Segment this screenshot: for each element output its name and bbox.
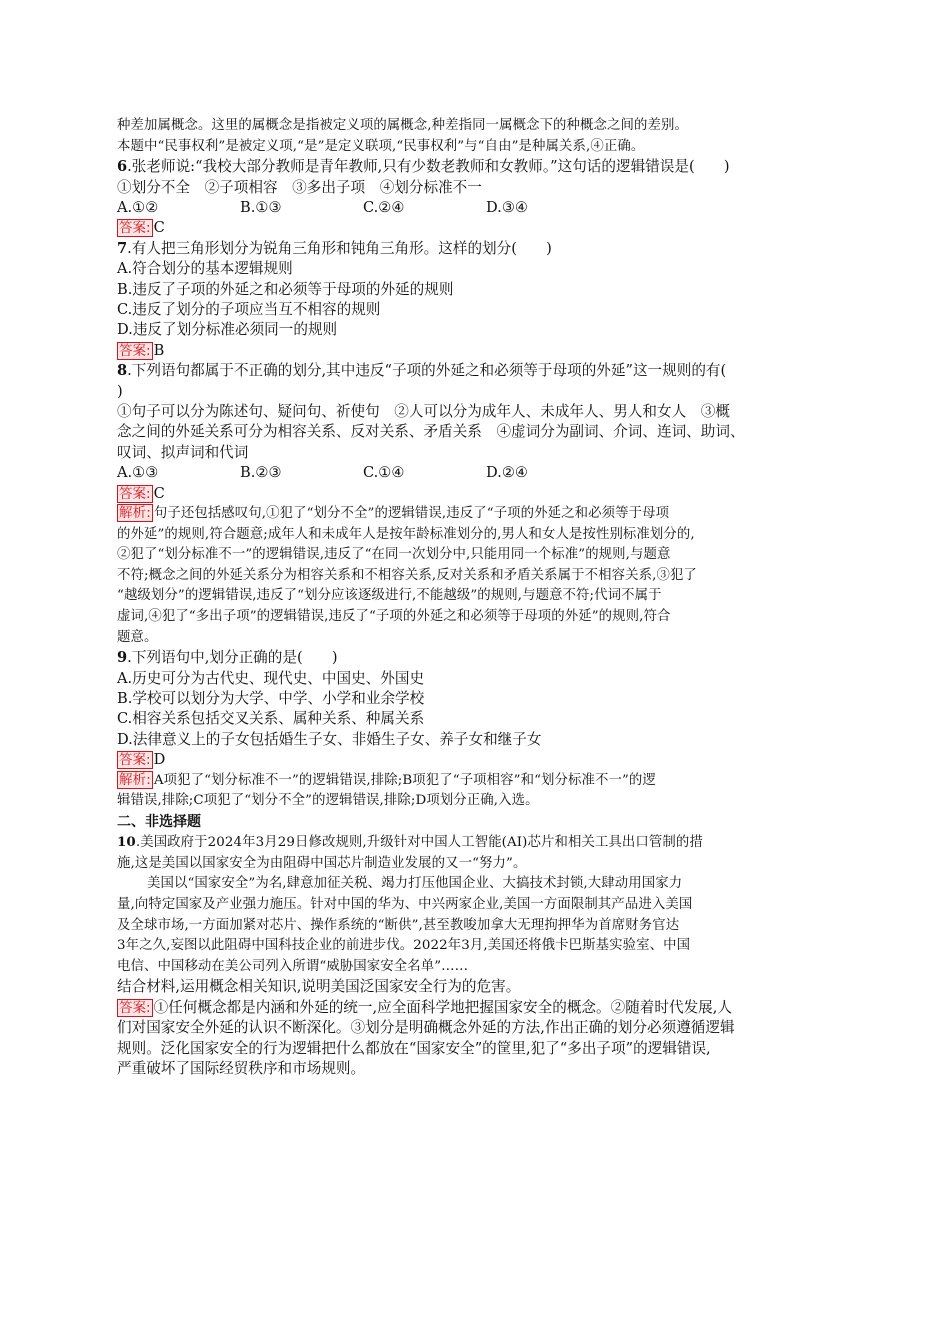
question-8-stem-cont: ) <box>117 382 123 400</box>
option-c: C.①④ <box>363 464 405 482</box>
question-10-intro: 10.美国政府于2024年3月29日修改规则,升级针对中国人工智能(AI)芯片和相关工具出口管制的措 <box>117 834 703 851</box>
analysis-line: ②犯了“划分标准不一”的逻辑错误,违反了“在同一次划分中,只能用同一个标准”的规则,与题意 <box>117 547 671 563</box>
answer-tag: 答案: <box>119 999 151 1016</box>
answer-line: 规则。泛化国家安全的行为逻辑把什么都放在“国家安全”的筐里,犯了“多出子项”的逻辑错误, <box>117 1039 711 1057</box>
question-7-stem: 7.有人把三角形划分为锐角三角形和钝角三角形。这样的划分( ) <box>117 239 552 257</box>
option-a: A.①③ <box>117 464 159 482</box>
question-10-intro-cont: 施,这是美国以国家安全为由阻碍中国芯片制造业发展的又一“努力”。 <box>117 855 527 871</box>
question-8-answer: 答案: C <box>119 484 165 502</box>
question-6-options <box>117 198 833 218</box>
question-9-analysis: 解析: A项犯了“划分标准不一”的逻辑错误,排除;B项犯了“子项相容”和“划分标准不一”的逻 <box>119 771 656 788</box>
question-6-answer: 答案: C <box>119 219 165 237</box>
answer-tag: 答案: <box>119 220 151 237</box>
answer-tag: 答案: <box>119 485 151 502</box>
question-10-answer: 答案: ①任何概念都是内涵和外延的统一,应全面科学地把握国家安全的概念。②随着时代发展,人 <box>119 998 733 1016</box>
question-8-stem: 8.下列语句都属于不正确的划分,其中违反“子项的外延之和必须等于母项的外延”这一规则的有( <box>117 362 727 380</box>
prev-explanation-line: 本题中“民事权利”是被定义项,“是”是定义联项,“民事权利”与“自由”是种属关系,④正确。 <box>117 138 645 154</box>
option-a: A.历史可分为古代史、现代史、中国史、外国史 <box>117 669 425 687</box>
option-a: A.①② <box>117 199 159 216</box>
material-line: 量,向特定国家及产业强力施压。针对中国的华为、中兴两家企业,美国一方面限制其产品进入美国 <box>117 897 693 913</box>
option-b: B.①③ <box>240 199 282 216</box>
analysis-line: 不符;概念之间的外延关系分为相容关系和不相容关系,反对关系和矛盾关系属于不相容关系,③犯了 <box>117 567 697 583</box>
analysis-line: 的外延”的规则,符合题意;成年人和未成年人是按年龄标准划分的,男人和女人是按性别标准划分的, <box>117 526 695 542</box>
analysis-line: “越级划分”的逻辑错误,违反了“划分应该逐级进行,不能越级”的规则,与题意不符;代词不属于 <box>117 588 662 604</box>
answer-line: 严重破坏了国际经贸秩序和市场规则。 <box>117 1060 366 1078</box>
question-9-answer: 答案: D <box>119 751 166 769</box>
option-c: C.违反了划分的子项应当互不相容的规则 <box>117 301 381 319</box>
analysis-tag: 解析: <box>119 505 151 522</box>
material-line: 及全球市场,一方面加紧对芯片、操作系统的“断供”,甚至教唆加拿大无理拘押华为首席财务官达 <box>117 917 680 933</box>
question-6-stem: 6.张老师说:“我校大部分教师是青年教师,只有少数老教师和女教师。”这句话的逻辑错误是( ) <box>117 158 730 176</box>
question-6-items: ①划分不全 ②子项相容 ③多出子项 ④划分标准不一 <box>117 178 482 196</box>
option-c: C.②④ <box>363 199 405 216</box>
question-8-options <box>117 463 833 483</box>
material-line: 美国以“国家安全”为名,肆意加征关税、竭力打压他国企业、大搞技术封锁,大肆动用国家力 <box>147 876 683 892</box>
document-page <box>117 116 833 1079</box>
option-a: A.符合划分的基本逻辑规则 <box>117 260 293 278</box>
option-b: B.学校可以划分为大学、中学、小学和业余学校 <box>117 690 425 708</box>
analysis-line: 题意。 <box>117 629 158 645</box>
material-line: 3年之久,妄图以此阻碍中国科技企业的前进步伐。2022年3月,美国还将俄卡巴斯基实验室、中国 <box>117 938 691 954</box>
option-d: D.②④ <box>486 464 528 482</box>
question-7-answer: 答案: B <box>119 341 165 359</box>
question-8-items: 叹词、拟声词和代词 <box>117 443 249 461</box>
option-b: B.②③ <box>240 464 282 482</box>
material-line: 电信、中国移动在美公司列入所谓“威胁国家安全名单”…… <box>117 958 469 974</box>
analysis-line: 辑错误,排除;C项犯了“划分不全”的逻辑错误,排除;D项划分正确,入选。 <box>117 793 539 809</box>
option-d: D.③④ <box>486 199 528 216</box>
prev-explanation-line: 种差加属概念。这里的属概念是指被定义项的属概念,种差指同一属概念下的种概念之间的差别。 <box>117 118 688 133</box>
question-8-items: ①句子可以分为陈述句、疑问句、祈使句 ②人可以分为成年人、未成年人、男人和女人 ③概 <box>117 403 730 421</box>
analysis-line: 虚词,④犯了“多出子项”的逻辑错误,违反了“子项的外延之和必须等于母项的外延”的规则,符合 <box>117 609 671 625</box>
question-10-task: 结合材料,运用概念相关知识,说明美国泛国家安全行为的危害。 <box>117 978 521 996</box>
answer-tag: 答案: <box>119 752 151 769</box>
answer-line: 们对国家安全外延的认识不断深化。③划分是明确概念外延的方法,作出正确的划分必须遵循逻辑 <box>117 1019 735 1037</box>
option-b: B.违反了子项的外延之和必须等于母项的外延的规则 <box>117 280 454 298</box>
question-8-items: 念之间的外延关系可分为相容关系、反对关系、矛盾关系 ④虚词分为副词、介词、连词、助词、 <box>117 423 745 441</box>
option-c: C.相容关系包括交叉关系、属种关系、种属关系 <box>117 710 425 728</box>
section-heading: 二、非选择题 <box>117 813 201 830</box>
option-d: D.违反了划分标准必须同一的规则 <box>117 321 338 339</box>
analysis-tag: 解析: <box>119 771 151 788</box>
answer-tag: 答案: <box>119 342 151 359</box>
question-9-stem: 9.下列语句中,划分正确的是( ) <box>117 649 338 667</box>
option-d: D.法律意义上的子女包括婚生子女、非婚生子女、养子女和继子女 <box>117 730 542 748</box>
question-8-analysis: 解析: 句子还包括感叹句,①犯了“划分不全”的逻辑错误,违反了“子项的外延之和必须等于母项 <box>119 505 670 522</box>
